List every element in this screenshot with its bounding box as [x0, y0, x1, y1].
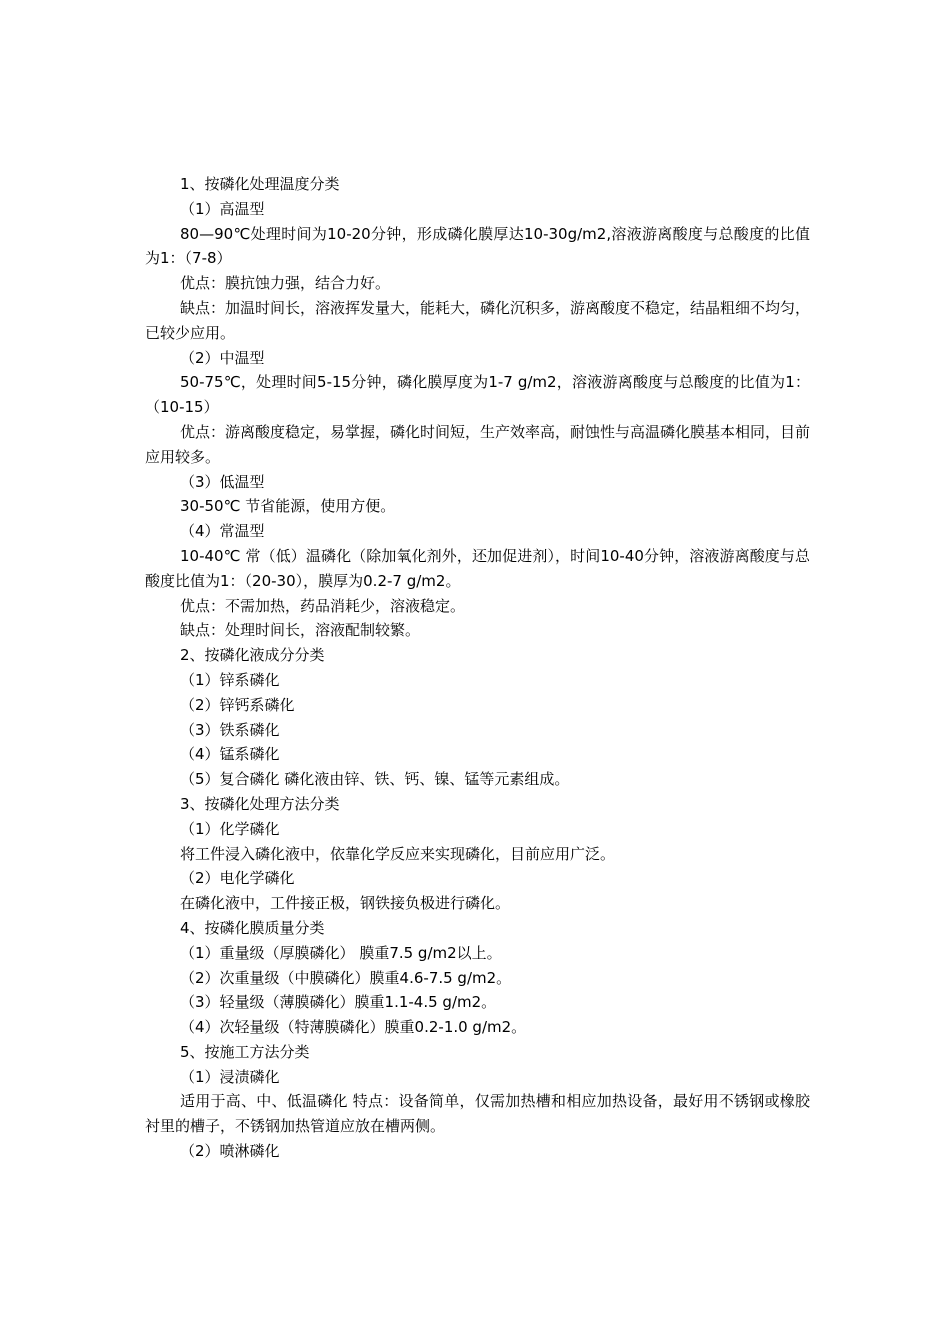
text-line: 优点：不需加热，药品消耗少，溶液稳定。 [180, 596, 466, 615]
text-line: （4）锰系磷化 [180, 745, 280, 764]
text-line: （2）次重量级（中膜磷化）膜重4.6-7.5 g/m2。 [180, 968, 512, 987]
text-line: （4）次轻量级（特薄膜磷化）膜重0.2-1.0 g/m2。 [180, 1018, 527, 1037]
text-line: （5）复合磷化 磷化液由锌、铁、钙、镍、锰等元素组成。 [180, 770, 570, 789]
text-line: 将工件浸入磷化液中，依靠化学反应来实现磷化，目前应用广泛。 [180, 844, 616, 863]
text-line: 3、按磷化处理方法分类 [180, 794, 340, 813]
text-line: （2）电化学磷化 [180, 869, 295, 888]
paragraph: 10-40℃ 常（低）温磷化（除加氧化剂外，还加促进剂），时间10-40分钟，溶液游离酸度与总酸度比值为1：（20-30），膜厚为0.2-7 g/m2。 [145, 546, 810, 590]
paragraph: 缺点：加温时间长，溶液挥发量大，能耗大，磷化沉积多，游离酸度不稳定，结晶粗细不均匀，已较少应用。 [145, 298, 811, 342]
document-body [145, 172, 810, 1164]
text-line: 优点：膜抗蚀力强，结合力好。 [180, 274, 391, 293]
text-line: 4、按磷化膜质量分类 [180, 918, 325, 937]
text-line: （1）锌系磷化 [180, 670, 280, 689]
text-line: （1）高温型 [180, 199, 265, 218]
paragraph: 优点：游离酸度稳定，易掌握，磷化时间短，生产效率高，耐蚀性与高温磷化膜基本相同，目前应用较多。 [145, 422, 811, 466]
paragraph: 80—90℃处理时间为10-20分钟，形成磷化膜厚达10-30g/m2,溶液游离酸度与总酸度的比值为1：（7-8） [145, 224, 810, 268]
text-line: （1）化学磷化 [180, 819, 280, 838]
text-line: （2）中温型 [180, 348, 265, 367]
text-line: （2）锌钙系磷化 [180, 695, 295, 714]
text-line: 缺点：处理时间长，溶液配制较繁。 [180, 621, 421, 640]
text-line: 30-50℃ 节省能源，使用方便。 [180, 497, 396, 516]
text-line: 5、按施工方法分类 [180, 1042, 310, 1061]
paragraph: 50-75℃，处理时间5-15分钟，磷化膜厚度为1-7 g/m2，溶液游离酸度与总酸度的比值为1：（10-15） [145, 373, 810, 417]
text-line: （1）浸渍磷化 [180, 1067, 280, 1086]
paragraph: 适用于高、中、低温磷化 特点：设备简单，仅需加热槽和相应加热设备，最好用不锈钢或橡胶衬里的槽子，不锈钢加热管道应放在槽两侧。 [145, 1092, 810, 1136]
text-line: 在磷化液中，工件接正极，钢铁接负极进行磷化。 [180, 894, 511, 913]
text-line: （4）常温型 [180, 522, 265, 541]
text-line: （2）喷淋磷化 [180, 1142, 280, 1161]
text-line: （3）轻量级（薄膜磷化）膜重1.1-4.5 g/m2。 [180, 993, 497, 1012]
text-line: 1、按磷化处理温度分类 [180, 175, 340, 193]
text-line: （1）重量级（厚膜磷化） 膜重7.5 g/m2以上。 [180, 943, 502, 962]
text-line: （3）低温型 [180, 472, 265, 491]
text-line: 2、按磷化液成分分类 [180, 646, 325, 665]
text-line: （3）铁系磷化 [180, 720, 280, 739]
